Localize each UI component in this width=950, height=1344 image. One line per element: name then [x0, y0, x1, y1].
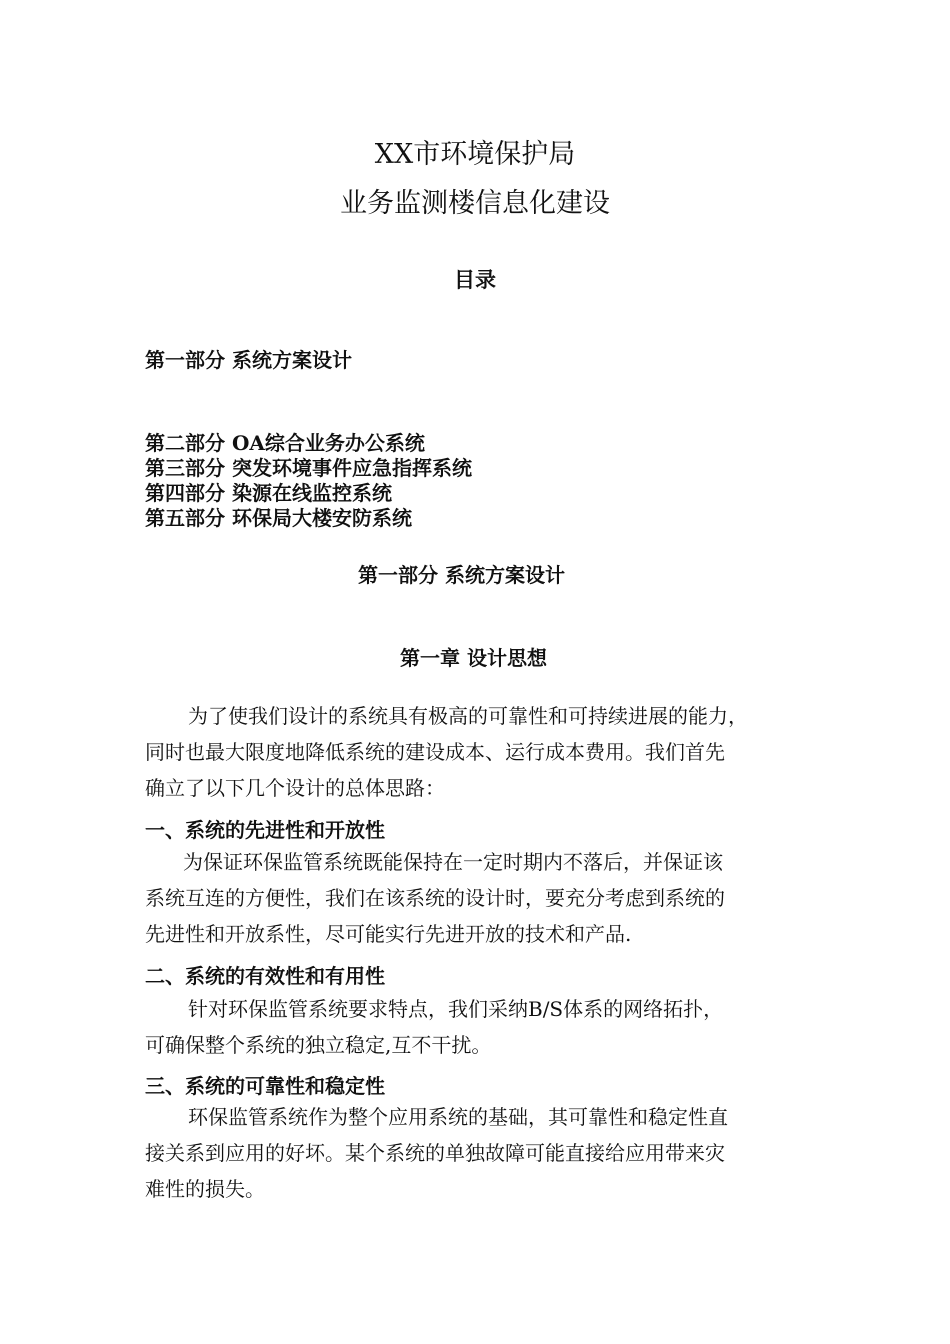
- toc-item-1: 第一部分 系统方案设计: [145, 348, 352, 372]
- section-2-heading: 二、系统的有效性和有用性: [145, 964, 385, 988]
- section-3-paragraph: [145, 1099, 805, 1207]
- section-1-heading: 一、系统的先进性和开放性: [145, 818, 385, 842]
- section-line: 难性的损失。: [145, 1177, 265, 1201]
- section-line: 系统互连的方便性，我们在该系统的设计时，要充分考虑到系统的: [145, 886, 725, 910]
- section-line: 接关系到应用的好坏。某个系统的单独故障可能直接给应用带来灾: [145, 1141, 725, 1165]
- intro-line: 同时也最大限度地降低系统的建设成本、运行成本费用。我们首先: [145, 740, 725, 764]
- toc-item-4: 第四部分 染源在线监控系统: [145, 481, 392, 505]
- section-line: 可确保整个系统的独立稳定,互不干扰。: [145, 1033, 492, 1057]
- intro-line: 为了使我们设计的系统具有极高的可靠性和可持续进展的能力，: [188, 704, 748, 728]
- section-2-paragraph: [145, 991, 805, 1063]
- section-1-paragraph: [145, 844, 805, 952]
- section-line: 环保监管系统作为整个应用系统的基础，其可靠性和稳定性直: [188, 1105, 728, 1129]
- chapter-heading: 第一章 设计思想: [400, 646, 547, 670]
- section-line: 先进性和开放系性，尽可能实行先进开放的技术和产品.: [145, 922, 632, 946]
- toc-heading: 目录: [454, 267, 496, 292]
- toc-item-5: 第五部分 环保局大楼安防系统: [145, 506, 412, 530]
- section-3-heading: 三、系统的可靠性和稳定性: [145, 1074, 385, 1098]
- section-line: 针对环保监管系统要求特点，我们采纳B/S体系的网络拓扑，: [188, 997, 724, 1021]
- part-heading: 第一部分 系统方案设计: [358, 563, 565, 587]
- intro-paragraph: [145, 698, 805, 806]
- toc-item-3: 第三部分 突发环境事件应急指挥系统: [145, 456, 472, 480]
- document-title-line1: XX市环境保护局: [374, 139, 576, 170]
- section-line: 为保证环保监管系统既能保持在一定时期内不落后，并保证该: [183, 850, 723, 874]
- intro-line: 确立了以下几个设计的总体思路：: [145, 776, 445, 800]
- document-title-line2: 业务监测楼信息化建设: [340, 188, 610, 219]
- toc-item-2: 第二部分 OA综合业务办公系统: [145, 431, 425, 455]
